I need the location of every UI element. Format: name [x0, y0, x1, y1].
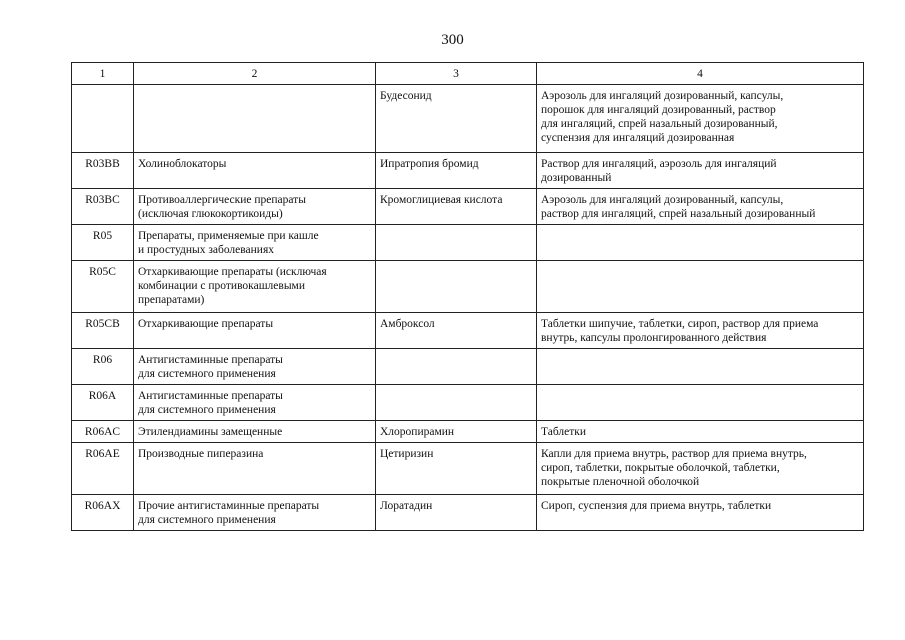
group-name-cell: Производные пиперазина [134, 443, 376, 495]
drug-name-cell: Хлоропирамин [376, 421, 537, 443]
column-header-3: 3 [376, 63, 537, 85]
group-name-cell: Антигистаминные препараты для системного применения [134, 385, 376, 421]
column-header-2: 2 [134, 63, 376, 85]
group-name-cell: Отхаркивающие препараты (исключая комбинации с противокашлевыми препаратами) [134, 261, 376, 313]
table-row [72, 495, 864, 531]
table-row [72, 313, 864, 349]
group-name-cell: Этилендиамины замещенные [134, 421, 376, 443]
drug-name-cell [376, 225, 537, 261]
page-number: 300 [441, 32, 464, 48]
dosage-forms-cell [537, 261, 864, 313]
dosage-forms-cell [537, 349, 864, 385]
drug-name-cell: Амброксол [376, 313, 537, 349]
table-row [72, 153, 864, 189]
atc-code-cell: R06A [72, 385, 134, 421]
atc-code-cell: R05CB [72, 313, 134, 349]
dosage-forms-cell: Таблетки шипучие, таблетки, сироп, раствор для приема внутрь, капсулы пролонгированного действия [537, 313, 864, 349]
dosage-forms-cell [537, 385, 864, 421]
group-name-cell: Противоаллергические препараты (исключая глюкокортикоиды) [134, 189, 376, 225]
atc-code-cell: R03BB [72, 153, 134, 189]
atc-code-cell: R06AE [72, 443, 134, 495]
group-name-cell: Отхаркивающие препараты [134, 313, 376, 349]
atc-code-cell [72, 85, 134, 153]
atc-code-cell: R05C [72, 261, 134, 313]
dosage-forms-cell: Сироп, суспензия для приема внутрь, таблетки [537, 495, 864, 531]
drug-name-cell: Цетиризин [376, 443, 537, 495]
table-row [72, 421, 864, 443]
group-name-cell: Антигистаминные препараты для системного применения [134, 349, 376, 385]
table-row [72, 261, 864, 313]
atc-code-cell: R05 [72, 225, 134, 261]
drug-name-cell [376, 261, 537, 313]
atc-code-cell: R06 [72, 349, 134, 385]
drug-name-cell [376, 385, 537, 421]
group-name-cell [134, 85, 376, 153]
table-row [72, 85, 864, 153]
table-row [72, 349, 864, 385]
dosage-forms-cell: Аэрозоль для ингаляций дозированный, капсулы, порошок для ингаляций дозированный, раствор для ингаляций, спрей назальный дозированный, суспензия для ингаляций дозированная [537, 85, 864, 153]
atc-code-cell: R06AC [72, 421, 134, 443]
atc-code-cell: R06AX [72, 495, 134, 531]
drug-name-cell: Лоратадин [376, 495, 537, 531]
group-name-cell: Препараты, применяемые при кашле и простудных заболеваниях [134, 225, 376, 261]
dosage-forms-cell [537, 225, 864, 261]
dosage-forms-cell: Таблетки [537, 421, 864, 443]
drug-name-cell: Ипратропия бромид [376, 153, 537, 189]
table-header-row [72, 63, 864, 85]
table-row [72, 225, 864, 261]
dosage-forms-cell: Аэрозоль для ингаляций дозированный, капсулы, раствор для ингаляций, спрей назальный дозированный [537, 189, 864, 225]
group-name-cell: Холиноблокаторы [134, 153, 376, 189]
column-header-4: 4 [537, 63, 864, 85]
drug-name-cell: Кромоглициевая кислота [376, 189, 537, 225]
drug-name-cell: Будесонид [376, 85, 537, 153]
table-row [72, 443, 864, 495]
drug-table [71, 62, 864, 531]
drug-name-cell [376, 349, 537, 385]
group-name-cell: Прочие антигистаминные препараты для системного применения [134, 495, 376, 531]
table-row [72, 385, 864, 421]
dosage-forms-cell: Капли для приема внутрь, раствор для приема внутрь, сироп, таблетки, покрытые оболочкой, таблетки, покрытые пленочной оболочкой [537, 443, 864, 495]
column-header-1: 1 [72, 63, 134, 85]
table-row [72, 189, 864, 225]
atc-code-cell: R03BC [72, 189, 134, 225]
dosage-forms-cell: Раствор для ингаляций, аэрозоль для ингаляций дозированный [537, 153, 864, 189]
